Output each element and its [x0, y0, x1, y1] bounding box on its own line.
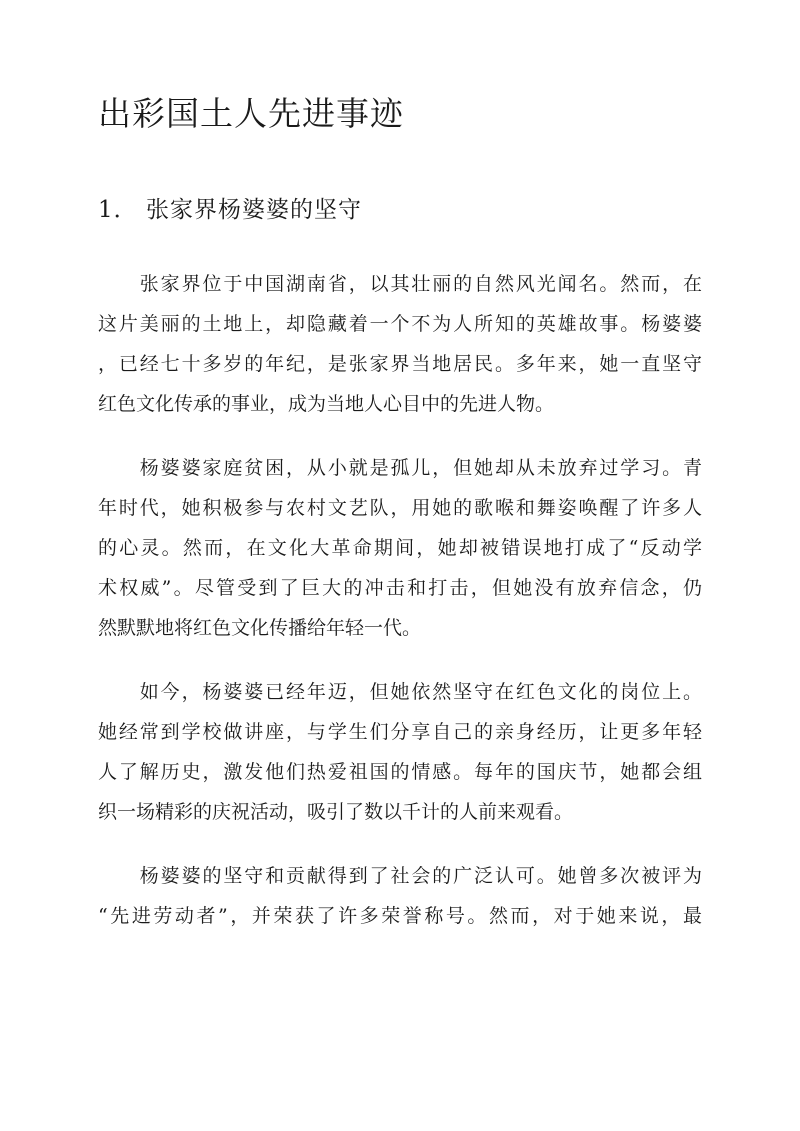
- text-line: 杨婆婆家庭贫困，从小就是孤儿，但她却从未放弃过学习。青: [98, 457, 702, 479]
- text-line: 人了解历史，激发他们热爱祖国的情感。每年的国庆节，她都会组: [98, 761, 702, 783]
- section-heading: 1． 张家界杨婆婆的坚守: [98, 197, 362, 223]
- document-title: 出彩国土人先进事迹: [98, 94, 404, 133]
- document-body: [98, 264, 702, 960]
- text-line: “先进劳动者”，并荣获了许多荣誉称号。然而，对于她来说，最: [98, 905, 702, 927]
- paragraph: [98, 856, 702, 936]
- text-line: 红色文化传承的事业，成为当地人心目中的先进人物。: [98, 393, 555, 415]
- paragraph: [98, 264, 702, 424]
- text-line: 织一场精彩的庆祝活动，吸引了数以千计的人前来观看。: [98, 801, 574, 823]
- text-line: 年时代，她积极参与农村文艺队，用她的歌喉和舞姿唤醒了许多人: [98, 497, 702, 519]
- text-line: 术权威”。尽管受到了巨大的冲击和打击，但她没有放弃信念，仍: [98, 577, 702, 599]
- text-line: 然默默地将红色文化传播给年轻一代。: [98, 617, 422, 639]
- paragraph: [98, 448, 702, 648]
- text-line: 她经常到学校做讲座，与学生们分享自己的亲身经历，让更多年轻: [98, 721, 702, 743]
- text-line: 如今，杨婆婆已经年迈，但她依然坚守在红色文化的岗位上。: [98, 681, 702, 703]
- text-line: 这片美丽的土地上，却隐藏着一个不为人所知的英雄故事。杨婆婆: [98, 313, 702, 335]
- text-line: 的心灵。然而，在文化大革命期间，她却被错误地打成了“反动学: [98, 537, 702, 559]
- text-line: 杨婆婆的坚守和贡献得到了社会的广泛认可。她曾多次被评为: [98, 865, 702, 887]
- text-line: ，已经七十多岁的年纪，是张家界当地居民。多年来，她一直坚守: [98, 353, 702, 375]
- paragraph: [98, 672, 702, 832]
- text-line: 张家界位于中国湖南省，以其壮丽的自然风光闻名。然而，在: [98, 273, 702, 295]
